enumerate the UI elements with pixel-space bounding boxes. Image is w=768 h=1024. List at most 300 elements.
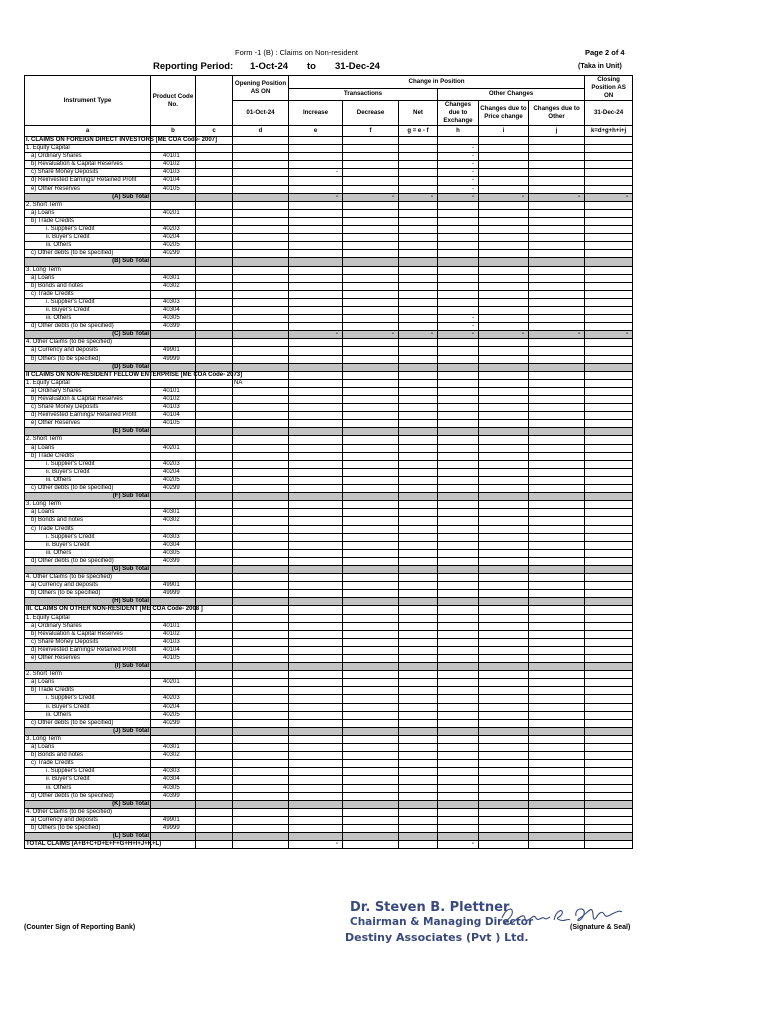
value-cell	[585, 476, 633, 484]
value-cell	[479, 776, 529, 784]
value-cell	[399, 622, 438, 630]
value-cell	[196, 298, 233, 306]
value-cell	[399, 355, 438, 363]
value-cell	[289, 614, 343, 622]
form-title: Form -1 (B) : Claims on Non-resident	[235, 48, 358, 57]
instrument-label-text: 3. Long Term	[26, 266, 61, 273]
value-cell	[233, 655, 289, 663]
product-code: 49901	[151, 582, 196, 590]
value-cell	[585, 598, 633, 606]
value-cell	[289, 476, 343, 484]
table-row	[25, 315, 633, 323]
instrument-label	[25, 217, 151, 225]
value-cell	[233, 323, 289, 331]
value-cell	[343, 444, 399, 452]
reporting-period-label: Reporting Period:	[153, 61, 234, 72]
product-code: 40301	[151, 274, 196, 282]
value-cell	[479, 549, 529, 557]
value-cell	[438, 509, 479, 517]
instrument-label-text: c) Share Money Deposits	[31, 638, 99, 645]
value-cell	[585, 396, 633, 404]
value-cell	[585, 679, 633, 687]
value-cell	[479, 557, 529, 565]
value-cell	[196, 274, 233, 282]
value-cell	[585, 582, 633, 590]
value-cell	[399, 695, 438, 703]
value-cell	[289, 347, 343, 355]
product-code	[151, 760, 196, 768]
instrument-label	[25, 784, 151, 792]
value-cell	[438, 306, 479, 314]
instrument-label	[25, 833, 151, 841]
instrument-label-text: c) Trade Credits	[31, 290, 74, 297]
value-cell: -	[585, 193, 633, 201]
col-closing: Closing Position AS ON	[585, 76, 633, 101]
value-cell: -	[289, 193, 343, 201]
value-cell	[479, 703, 529, 711]
value-cell	[343, 428, 399, 436]
value-cell	[438, 679, 479, 687]
unit-note: (Taka in Unit)	[578, 63, 622, 70]
instrument-label-text: b) Revaluation & Capital Reserves	[31, 161, 123, 168]
table-cell	[289, 606, 343, 614]
value-cell	[479, 695, 529, 703]
product-code: 40104	[151, 177, 196, 185]
table-row	[25, 217, 633, 225]
value-cell	[585, 614, 633, 622]
table-row	[25, 574, 633, 582]
subtotal-row	[25, 565, 633, 573]
value-cell	[289, 784, 343, 792]
value-cell	[196, 331, 233, 339]
value-cell	[343, 614, 399, 622]
value-cell	[399, 379, 438, 387]
value-cell	[289, 355, 343, 363]
instrument-label	[25, 428, 151, 436]
value-cell	[399, 387, 438, 395]
value-cell	[289, 557, 343, 565]
value-cell	[529, 557, 585, 565]
instrument-label-text: c) Trade Credits	[31, 760, 74, 767]
instrument-label	[25, 679, 151, 687]
table-row	[25, 630, 633, 638]
product-code: 40105	[151, 185, 196, 193]
value-cell	[399, 703, 438, 711]
value-cell	[479, 290, 529, 298]
instrument-label-text: iii. Others	[46, 784, 72, 791]
value-cell	[479, 744, 529, 752]
col-letter: f	[343, 126, 399, 137]
instrument-label	[25, 339, 151, 347]
product-code: 40303	[151, 768, 196, 776]
value-cell	[233, 816, 289, 824]
value-cell	[438, 452, 479, 460]
value-cell	[438, 816, 479, 824]
instrument-label	[25, 355, 151, 363]
value-cell	[399, 727, 438, 735]
instrument-label	[25, 193, 151, 201]
value-cell	[438, 274, 479, 282]
value-cell	[479, 242, 529, 250]
value-cell	[233, 468, 289, 476]
value-cell	[343, 396, 399, 404]
value-cell	[479, 323, 529, 331]
table-row	[25, 266, 633, 274]
value-cell	[438, 201, 479, 209]
table-row	[25, 485, 633, 493]
value-cell	[343, 306, 399, 314]
table-row	[25, 622, 633, 630]
table-row	[25, 646, 633, 654]
value-cell	[233, 784, 289, 792]
table-row	[25, 735, 633, 743]
value-cell	[585, 379, 633, 387]
table-row	[25, 541, 633, 549]
value-cell	[585, 792, 633, 800]
value-cell	[233, 687, 289, 695]
value-cell	[399, 266, 438, 274]
instrument-label-text: a) Loans	[31, 209, 55, 216]
section-title	[25, 137, 218, 145]
value-cell	[196, 841, 233, 849]
value-cell: -	[438, 315, 479, 323]
instrument-label	[25, 177, 151, 185]
value-cell	[233, 711, 289, 719]
value-cell	[479, 209, 529, 217]
product-code	[151, 800, 196, 808]
value-cell	[343, 185, 399, 193]
subtotal-row	[25, 331, 633, 339]
value-cell	[233, 193, 289, 201]
value-cell	[343, 177, 399, 185]
product-code	[151, 217, 196, 225]
value-cell	[438, 298, 479, 306]
value-cell	[233, 800, 289, 808]
value-cell	[529, 169, 585, 177]
product-code: 40303	[151, 533, 196, 541]
value-cell	[399, 574, 438, 582]
value-cell	[233, 541, 289, 549]
value-cell	[289, 339, 343, 347]
value-cell	[233, 460, 289, 468]
instrument-label-text: (H) Sub Total	[112, 598, 149, 605]
value-cell	[233, 217, 289, 225]
value-cell: NA	[233, 379, 289, 387]
instrument-label	[25, 145, 151, 153]
value-cell	[196, 444, 233, 452]
product-code: 40105	[151, 420, 196, 428]
value-cell	[343, 800, 399, 808]
instrument-label-text: d) Reinvested Earnings/ Retained Profit	[31, 412, 137, 419]
instrument-label	[25, 234, 151, 242]
table-cell	[399, 606, 438, 614]
value-cell	[196, 177, 233, 185]
instrument-label-text: i. Supplier's Credit	[46, 768, 95, 775]
value-cell	[479, 800, 529, 808]
value-cell	[479, 630, 529, 638]
value-cell	[289, 250, 343, 258]
value-cell	[529, 598, 585, 606]
value-cell	[479, 671, 529, 679]
value-cell	[529, 816, 585, 824]
value-cell	[289, 719, 343, 727]
table-row	[25, 436, 633, 444]
value-cell	[585, 258, 633, 266]
value-cell	[289, 679, 343, 687]
value-cell	[585, 226, 633, 234]
value-cell	[343, 630, 399, 638]
value-cell	[438, 242, 479, 250]
value-cell	[585, 460, 633, 468]
value-cell	[479, 646, 529, 654]
table-row	[25, 145, 633, 153]
value-cell	[233, 347, 289, 355]
value-cell	[196, 565, 233, 573]
value-cell	[479, 258, 529, 266]
value-cell	[289, 671, 343, 679]
value-cell	[399, 306, 438, 314]
instrument-label	[25, 541, 151, 549]
value-cell	[399, 525, 438, 533]
value-cell	[585, 525, 633, 533]
value-cell	[585, 485, 633, 493]
value-cell	[233, 792, 289, 800]
instrument-label	[25, 282, 151, 290]
value-cell	[343, 201, 399, 209]
col-closing-date: 31-Dec-24	[585, 101, 633, 126]
value-cell	[196, 760, 233, 768]
table-row	[25, 169, 633, 177]
instrument-label	[25, 201, 151, 209]
value-cell	[196, 582, 233, 590]
section-header-row	[25, 371, 633, 379]
value-cell	[529, 258, 585, 266]
value-cell	[343, 347, 399, 355]
col-other-change: Changes due to Other	[529, 101, 585, 126]
value-cell	[233, 282, 289, 290]
value-cell	[289, 177, 343, 185]
instrument-label	[25, 663, 151, 671]
value-cell	[479, 476, 529, 484]
value-cell	[438, 517, 479, 525]
value-cell	[399, 752, 438, 760]
value-cell	[529, 590, 585, 598]
value-cell	[399, 201, 438, 209]
value-cell	[438, 582, 479, 590]
value-cell	[196, 169, 233, 177]
instrument-label-text: d) Other debts (to be specified)	[31, 323, 114, 330]
product-code	[151, 833, 196, 841]
value-cell	[585, 274, 633, 282]
value-cell	[196, 485, 233, 493]
instrument-label	[25, 582, 151, 590]
value-cell	[196, 306, 233, 314]
value-cell	[289, 234, 343, 242]
instrument-label	[25, 412, 151, 420]
value-cell	[289, 630, 343, 638]
table-row	[25, 339, 633, 347]
table-row	[25, 525, 633, 533]
value-cell	[479, 282, 529, 290]
col-price-change: Changes due to Price change	[479, 101, 529, 126]
value-cell	[438, 533, 479, 541]
value-cell	[196, 412, 233, 420]
table-row	[25, 387, 633, 395]
value-cell	[529, 574, 585, 582]
value-cell	[289, 622, 343, 630]
value-cell	[233, 638, 289, 646]
instrument-label-text: a) Ordinary Shares	[31, 622, 82, 629]
value-cell	[438, 614, 479, 622]
value-cell	[233, 768, 289, 776]
value-cell	[343, 258, 399, 266]
value-cell	[343, 339, 399, 347]
value-cell	[196, 250, 233, 258]
instrument-label-text: i. Supplier's Credit	[46, 533, 95, 540]
value-cell	[196, 630, 233, 638]
value-cell	[343, 784, 399, 792]
value-cell	[343, 663, 399, 671]
value-cell	[585, 663, 633, 671]
product-code	[151, 493, 196, 501]
value-cell	[438, 792, 479, 800]
value-cell	[233, 306, 289, 314]
instrument-label	[25, 493, 151, 501]
instrument-label-text: iii. Others	[46, 242, 72, 249]
value-cell	[399, 768, 438, 776]
value-cell	[479, 663, 529, 671]
value-cell	[196, 387, 233, 395]
value-cell	[399, 161, 438, 169]
value-cell	[529, 663, 585, 671]
value-cell	[529, 808, 585, 816]
table-row	[25, 161, 633, 169]
value-cell	[529, 379, 585, 387]
value-cell	[399, 824, 438, 832]
value-cell	[196, 290, 233, 298]
value-cell	[233, 226, 289, 234]
value-cell	[438, 800, 479, 808]
value-cell	[399, 744, 438, 752]
table-cell	[438, 137, 479, 145]
value-cell	[233, 808, 289, 816]
table-row	[25, 784, 633, 792]
value-cell	[399, 808, 438, 816]
instrument-label-text: b) Bonds and notes	[31, 282, 84, 289]
instrument-label-text: d) Other debts (to be specified)	[31, 792, 114, 799]
value-cell	[196, 282, 233, 290]
value-cell	[529, 412, 585, 420]
table-row	[25, 396, 633, 404]
instrument-label-text: b) Trade Credits	[31, 217, 75, 224]
value-cell	[479, 574, 529, 582]
value-cell	[343, 735, 399, 743]
value-cell	[479, 428, 529, 436]
value-cell	[343, 824, 399, 832]
value-cell	[585, 153, 633, 161]
instrument-label-text: c) Share Money Deposits	[31, 404, 99, 411]
instrument-label	[25, 485, 151, 493]
value-cell: -	[438, 323, 479, 331]
value-cell	[585, 290, 633, 298]
value-cell	[196, 428, 233, 436]
value-cell	[585, 412, 633, 420]
instrument-label	[25, 331, 151, 339]
value-cell	[196, 452, 233, 460]
value-cell	[196, 468, 233, 476]
instrument-label-text: b) Revaluation & Capital Reserves	[31, 396, 123, 402]
table-row	[25, 719, 633, 727]
table-row	[25, 671, 633, 679]
value-cell	[529, 792, 585, 800]
value-cell	[196, 687, 233, 695]
value-cell: -	[289, 331, 343, 339]
value-cell	[343, 323, 399, 331]
value-cell	[196, 671, 233, 679]
table-row	[25, 517, 633, 525]
value-cell	[585, 630, 633, 638]
value-cell	[343, 379, 399, 387]
value-cell	[233, 444, 289, 452]
value-cell	[399, 153, 438, 161]
value-cell: -	[343, 193, 399, 201]
value-cell	[196, 436, 233, 444]
value-cell	[343, 485, 399, 493]
product-code	[151, 339, 196, 347]
product-code: 40399	[151, 557, 196, 565]
value-cell	[343, 290, 399, 298]
value-cell	[289, 363, 343, 371]
value-cell	[585, 752, 633, 760]
value-cell	[289, 703, 343, 711]
value-cell	[438, 363, 479, 371]
instrument-label	[25, 452, 151, 460]
value-cell	[438, 485, 479, 493]
value-cell	[479, 468, 529, 476]
product-code: 40399	[151, 323, 196, 331]
value-cell	[529, 549, 585, 557]
product-code: 40204	[151, 234, 196, 242]
value-cell	[343, 808, 399, 816]
value-cell	[529, 250, 585, 258]
value-cell	[399, 841, 438, 849]
value-cell	[529, 841, 585, 849]
value-cell	[479, 598, 529, 606]
section-title	[25, 606, 203, 614]
product-code	[151, 331, 196, 339]
product-code: 40203	[151, 460, 196, 468]
value-cell	[438, 387, 479, 395]
value-cell	[399, 565, 438, 573]
value-cell	[529, 533, 585, 541]
value-cell	[399, 590, 438, 598]
instrument-label-text: (L) Sub Total	[112, 833, 149, 840]
value-cell	[479, 452, 529, 460]
product-code: 40302	[151, 752, 196, 760]
product-code	[151, 687, 196, 695]
table-cell	[343, 137, 399, 145]
value-cell	[289, 436, 343, 444]
value-cell	[196, 153, 233, 161]
instrument-label	[25, 695, 151, 703]
value-cell	[289, 655, 343, 663]
col-net: Net	[399, 101, 438, 126]
instrument-label	[25, 703, 151, 711]
instrument-label	[25, 711, 151, 719]
value-cell	[289, 217, 343, 225]
value-cell	[399, 509, 438, 517]
value-cell	[289, 565, 343, 573]
